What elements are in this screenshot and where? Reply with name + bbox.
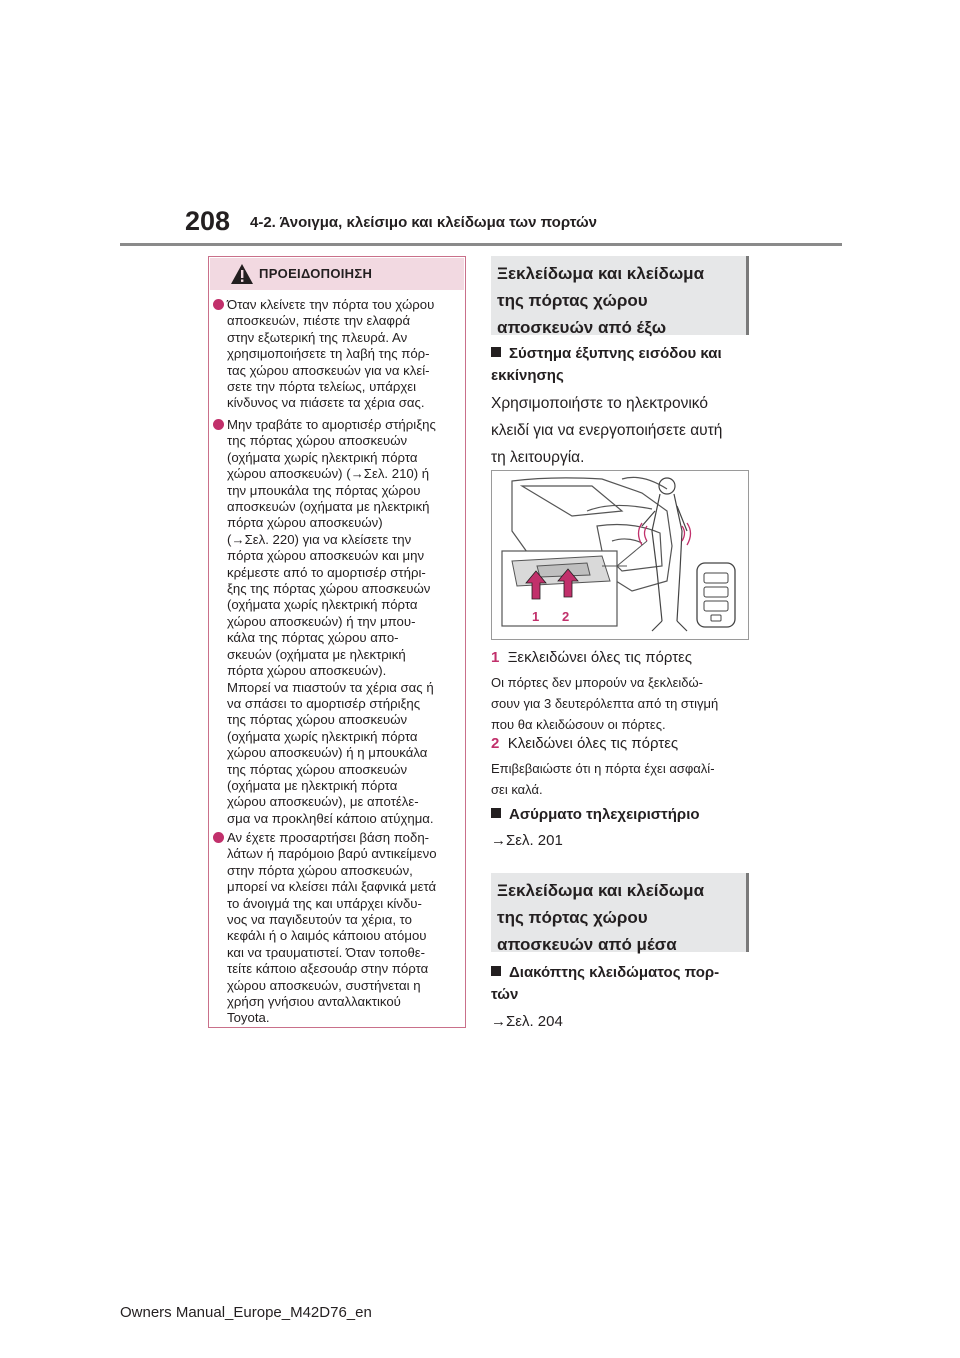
- header-rule: [120, 243, 842, 246]
- bullet-dot-icon: [213, 419, 224, 430]
- warning-triangle-icon: [230, 263, 254, 285]
- square-bullet-icon: [491, 808, 501, 818]
- footer-text: Owners Manual_Europe_M42D76_en: [120, 1304, 372, 1321]
- smart-entry-title: Σύστημα έξυπνης εισόδου και εκκίνησης: [491, 345, 722, 384]
- warning-header: [210, 258, 464, 290]
- step-2: 2 Κλειδώνει όλες τις πόρτες: [491, 735, 679, 752]
- smart-key-icon: [697, 563, 735, 627]
- door-lock-switch-title: Διακόπτης κλειδώματος πορ- τών: [491, 964, 720, 1003]
- step-1: 1 Ξεκλειδώνει όλες τις πόρτες: [491, 649, 693, 666]
- smart-entry-body: Χρησιμοποιήστε το ηλεκτρονικό κλειδί για να ενεργοποιήσετε αυτή τη λειτουργία.: [491, 395, 723, 466]
- section-title: 4-2. Άνοιγμα, κλείσιμο και κλείδωμα των πορτών: [250, 214, 597, 231]
- subheading-inside: Ξεκλείδωμα και κλείδωμα της πόρτας χώρου αποσκευών από μέσα: [491, 873, 749, 952]
- remote-page-ref[interactable]: →Σελ. 201: [491, 832, 563, 849]
- car-tailgate-image: [492, 471, 748, 639]
- page-number: 208: [185, 206, 231, 236]
- square-bullet-icon: [491, 966, 501, 976]
- figure-label-1: 1: [532, 609, 540, 624]
- remote-title: Ασύρματο τηλεχειριστήριο: [491, 804, 700, 826]
- subheading-outside: Ξεκλείδωμα και κλείδωμα της πόρτας χώρου αποσκευών από έξω: [491, 256, 749, 335]
- bullet-dot-icon: [213, 832, 224, 843]
- door-lock-switch-page-ref[interactable]: →Σελ. 204: [491, 1013, 563, 1030]
- square-bullet-icon: [491, 347, 501, 357]
- warning-title: ΠΡΟΕΙΔΟΠΟΙΗΣΗ: [259, 266, 373, 281]
- tailgate-illustration: [491, 470, 749, 640]
- step-2-note: Επιβεβαιώστε ότι η πόρτα έχει ασφαλί- σει καλά.: [491, 761, 715, 797]
- warning-box: ΠΡΟΕΙΔΟΠΟΙΗΣΗ Όταν κλείνετε την πόρτα του χώρου αποσκευών, πιέστε την ελαφρά στην εξωτερική της πλευρά. Αν χρησιμοποιήσετε τη λαβή της πόρ- τας χώρου αποσκευών για να κλεί- σετε την πόρτα τελείως, υπάρχει κίνδυνος να πιάσετε τα χέρια σας. Μην τραβάτε το αμορτισέρ στήριξης της πόρτας χώρου αποσκευών (οχήματα χωρίς ηλεκτρική πόρτα χώρου αποσκευών) (→Σελ. 210) ή την μπουκάλα της πόρτας χώρου αποσκευών (οχήματα με ηλεκτρική πόρτα χώρου αποσκευών) (→Σελ. 220) για να κλείσετε την πόρτα χώρου αποσκευών και μην κρέμεστε από το αμορτισέρ στήρι- ξης της πόρτας χώρου αποσκευών (οχήματα χωρίς ηλεκτρική πόρτα χώρου αποσκευών) ή την μπου- κάλα της πόρτας χώρου απο- σκευών (οχήματα με ηλεκτρική πόρτα χώρου αποσκευών). Μπορεί να πιαστούν τα χέρια σας ή να σπάσει το αμορτισέρ στήριξης της πόρτας χώρου αποσκευών (οχήματα χωρίς ηλεκτρική πόρτα χώρου αποσκευών) ή η μπουκάλα της πόρτας χώρου αποσκευών (οχήματα με ηλεκτρική πόρτα χώρου αποσκευών), με αποτέλε- σμα να προκληθεί κάποιο ατύχημα. Αν έχετε προσαρτήσει βάση ποδη- λάτων ή παρόμοιο βαρύ αντικείμενο στην πόρτα χώρου αποσκευών, μπορεί να κλείσει πάλι ξαφνικά μετά το άνοιγμά της και υπάρχει κίνδυ- νος να παγιδευτούν τα χέρια, το κεφάλι ή ο λαιμός κάποιου ατόμου και να τραυματιστεί. Όταν τοποθε- τείτε κάποιο αξεσουάρ στην πόρτα χώρου αποσκευών, συστήνεται η χρήση γνήσιου ανταλλακτικού Toyota.: [208, 256, 466, 1028]
- bullet-dot-icon: [213, 299, 224, 310]
- figure-label-2: 2: [562, 609, 570, 624]
- step-1-note: Οι πόρτες δεν μπορούν να ξεκλειδώ- σουν για 3 δευτερόλεπτα από τη στιγμή που θα κλειδώσουν οι πόρτες.: [491, 675, 719, 732]
